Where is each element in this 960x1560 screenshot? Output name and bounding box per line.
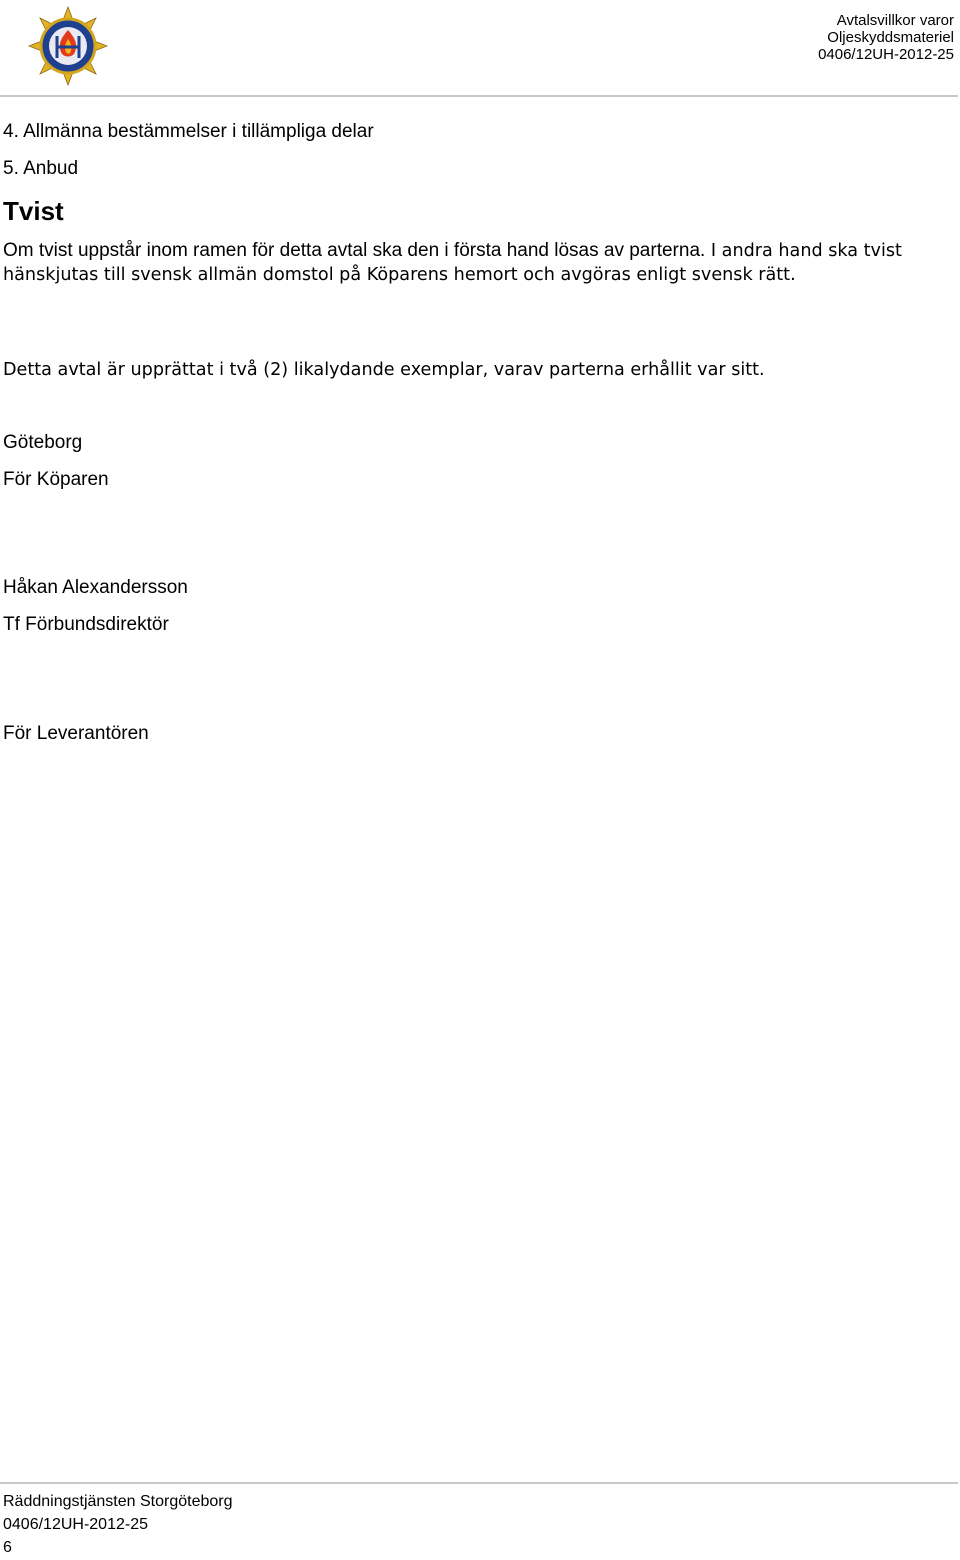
footer-reference: 0406/12UH-2012-25 xyxy=(3,1516,148,1533)
header-doc-type: Avtalsvillkor varor xyxy=(836,12,954,29)
supplier-label: För Leverantören xyxy=(3,723,149,744)
signatory-name: Håkan Alexandersson xyxy=(3,577,188,598)
signatory-title: Tf Förbundsdirektör xyxy=(3,614,169,635)
header-meta xyxy=(818,12,954,63)
tvist-text-part2: I andra xyxy=(710,241,773,261)
section-heading: Tvist xyxy=(3,196,64,226)
header-divider xyxy=(0,95,958,97)
tvist-text-part1: Om tvist uppstår inom ramen för detta avtal ska den i första hand lösas av parterna. xyxy=(3,240,706,261)
header-reference: 0406/12UH-2012-25 xyxy=(818,46,954,63)
fire-rescue-emblem-icon xyxy=(28,6,108,86)
footer-organization: Räddningstjänsten Storgöteborg xyxy=(3,1493,233,1510)
section-item-5: 5. Anbud xyxy=(3,158,79,179)
tvist-text-part3: hand ska tvist hänskjutas till svensk allmän domstol på Köparens hemort och avgöras enligt svensk rätt. xyxy=(3,241,902,285)
footer-divider xyxy=(0,1482,958,1484)
buyer-label: För Köparen xyxy=(3,469,109,490)
header-subject: Oljeskyddsmateriel xyxy=(827,29,954,46)
footer-page-number: 6 xyxy=(3,1539,12,1556)
tvist-paragraph xyxy=(3,239,943,287)
copies-paragraph: Detta avtal är upprättat i två (2) likalydande exemplar, varav parterna erhållit var sitt. xyxy=(3,360,765,380)
section-item-4: 4. Allmänna bestämmelser i tillämpliga delar xyxy=(3,121,374,142)
header-logo xyxy=(28,6,108,86)
place-text: Göteborg xyxy=(3,432,83,453)
